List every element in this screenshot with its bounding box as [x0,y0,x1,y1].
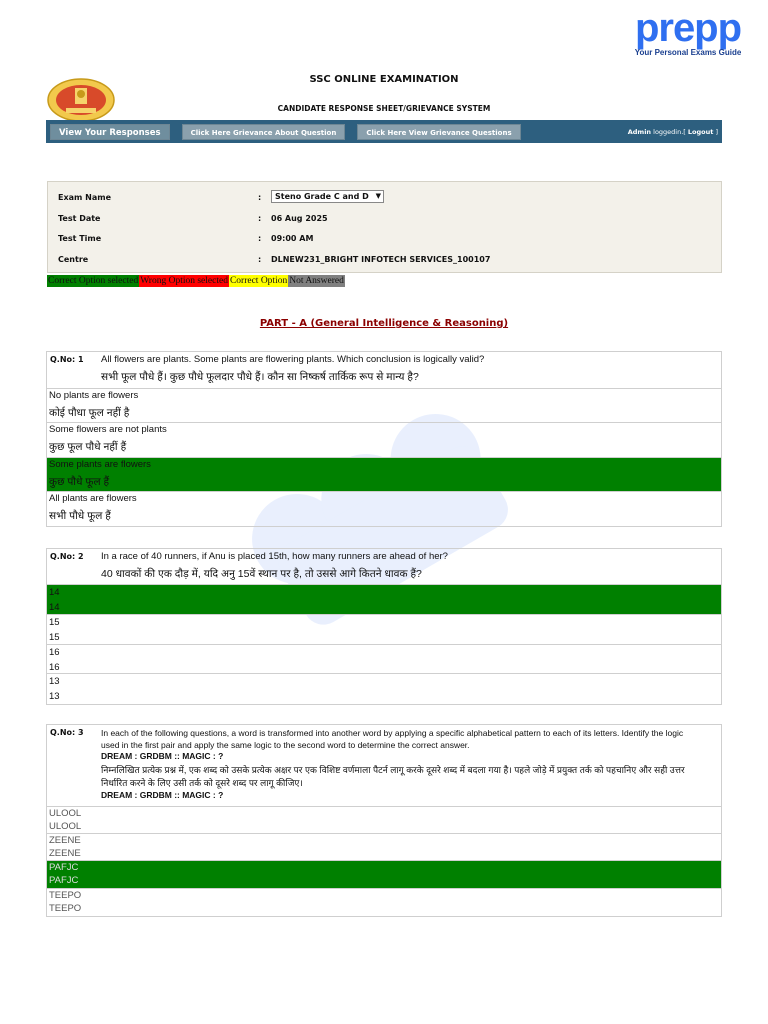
option-2 [47,834,721,861]
legend-correct-option: Correct Option [229,276,288,286]
question-english-pair: DREAM : GRDBM :: MAGIC : ? [101,751,224,761]
test-date-row [48,211,721,229]
user-status [628,128,718,136]
grievance-about-question-button[interactable]: Click Here Grievance About Question [182,124,346,140]
brand-tagline: Your Personal Exams Guide [634,48,742,57]
exam-info-panel [47,181,722,273]
option-hindi: ZEENE [49,848,81,859]
question-hindi-pair: DREAM : GRDBM :: MAGIC : ? [101,790,224,800]
option-english: 15 [49,617,60,628]
centre-label: Centre [58,255,89,264]
option-1 [47,807,721,834]
chevron-down-icon: ▼ [375,192,381,200]
exam-name-row [48,190,721,208]
option-3-correct-selected [47,458,721,492]
centre-row [48,252,721,270]
question-english: In a race of 40 runners, if Anu is placed 15th, how many runners are ahead of her? [101,551,448,562]
option-hindi: ULOOL [49,821,82,832]
user-status-text: loggedin.[ [653,127,686,136]
logout-bracket: ] [715,127,718,136]
question-english: In each of the following questions, a word is transformed into another word by applying a specific alphabetical pattern to each of its letters. Identify the logic used in the first pair and apply the same logic to the second word to determine the correct answer. [101,728,684,750]
option-english: PAFJC [49,862,79,873]
exam-name-select[interactable] [271,190,384,203]
test-date-value: 06 Aug 2025 [271,214,328,223]
test-date-label: Test Date [58,214,101,223]
page-title: SSC ONLINE EXAMINATION [309,74,459,85]
option-english: Some plants are flowers [49,459,151,470]
option-3-correct-selected [47,861,721,889]
option-2 [47,615,721,645]
centre-value: DLNEW231_BRIGHT INFOTECH SERVICES_100107 [271,255,491,264]
option-english: 16 [49,647,60,658]
question-2 [46,548,722,705]
question-header [47,725,721,807]
question-header [47,549,721,585]
question-hindi: सभी फूल पौधे हैं। कुछ पौधे फूलदार पौधे हैं। कौन सा निष्कर्ष तार्किक रूप से मान्य है? [101,371,419,383]
prepp-logo [618,6,758,57]
question-english: All flowers are plants. Some plants are flowering plants. Which conclusion is logically valid? [101,354,485,365]
brand-name: prepp [634,6,742,50]
test-time-label: Test Time [58,234,102,243]
option-hindi: कुछ फूल पौधे नहीं हैं [49,441,127,453]
exam-name-label: Exam Name [58,193,111,202]
option-4 [47,674,721,704]
option-hindi: PAFJC [49,875,79,886]
question-text [101,352,721,384]
option-hindi: कुछ पौधे फूल हैं [49,476,110,488]
answer-legend [47,275,345,287]
option-3 [47,645,721,674]
option-english: ZEENE [49,835,81,846]
logout-link[interactable]: Logout [687,127,714,136]
option-hindi: 14 [49,602,60,613]
separator: : [258,214,262,223]
test-time-row [48,231,721,249]
question-header [47,352,721,389]
question-1 [46,351,722,527]
option-hindi: 13 [49,691,60,702]
option-english: Some flowers are not plants [49,424,167,435]
option-english: No plants are flowers [49,390,139,401]
section-title: PART - A (General Intelligence & Reasoning) [259,318,509,329]
option-1-correct-selected [47,585,721,615]
option-english: 13 [49,676,60,687]
option-1 [47,389,721,423]
option-hindi: 15 [49,632,60,643]
question-number: Q.No: 3 [50,728,84,737]
question-number: Q.No: 1 [50,355,84,364]
option-hindi: 16 [49,662,60,673]
view-grievance-questions-button[interactable]: Click Here View Grievance Questions [357,124,520,140]
option-hindi: सभी पौधे फूल हैं [49,510,111,522]
view-responses-button[interactable]: View Your Responses [50,124,170,140]
option-english: 14 [49,587,60,598]
option-hindi: कोई पौधा फूल नहीं है [49,407,130,419]
question-number: Q.No: 2 [50,552,84,561]
option-english: All plants are flowers [49,493,137,504]
user-name: Admin [627,127,652,136]
question-hindi: निम्नलिखित प्रत्येक प्रश्न में, एक शब्द को उसके प्रत्येक अक्षर पर एक विशिष्ट वर्णमाला पैटर्न लागू करके दूसरे शब्द में बदला गया है। पहले जोड़े में प्रयुक्त तर्क को पहचानिए और सही उत्तर निर्धारित करने के लिए उसी तर्क को दूसरे शब्द पर लागू कीजिए। [101,765,685,788]
question-text [101,549,721,581]
option-4 [47,889,721,916]
legend-correct-selected: Correct Option selected [48,276,139,286]
page-subtitle: CANDIDATE RESPONSE SHEET/GRIEVANCE SYSTEM [277,104,491,113]
separator: : [258,193,262,202]
option-english: TEEPO [49,890,82,901]
legend-wrong-selected: Wrong Option selected [140,276,228,286]
nav-bar [46,120,722,143]
option-english: ULOOL [49,808,82,819]
separator: : [258,255,262,264]
option-4 [47,492,721,526]
test-time-value: 09:00 AM [271,234,314,243]
legend-not-answered: Not Answered [289,276,344,286]
question-hindi: 40 धावकों की एक दौड़ में, यदि अनु 15वें स्थान पर है, तो उससे आगे कितने धावक हैं? [101,568,422,580]
separator: : [258,234,262,243]
option-hindi: TEEPO [49,903,82,914]
question-3 [46,724,722,917]
question-text [101,725,721,801]
option-2 [47,423,721,458]
exam-name-value: Steno Grade C and D [275,192,369,201]
